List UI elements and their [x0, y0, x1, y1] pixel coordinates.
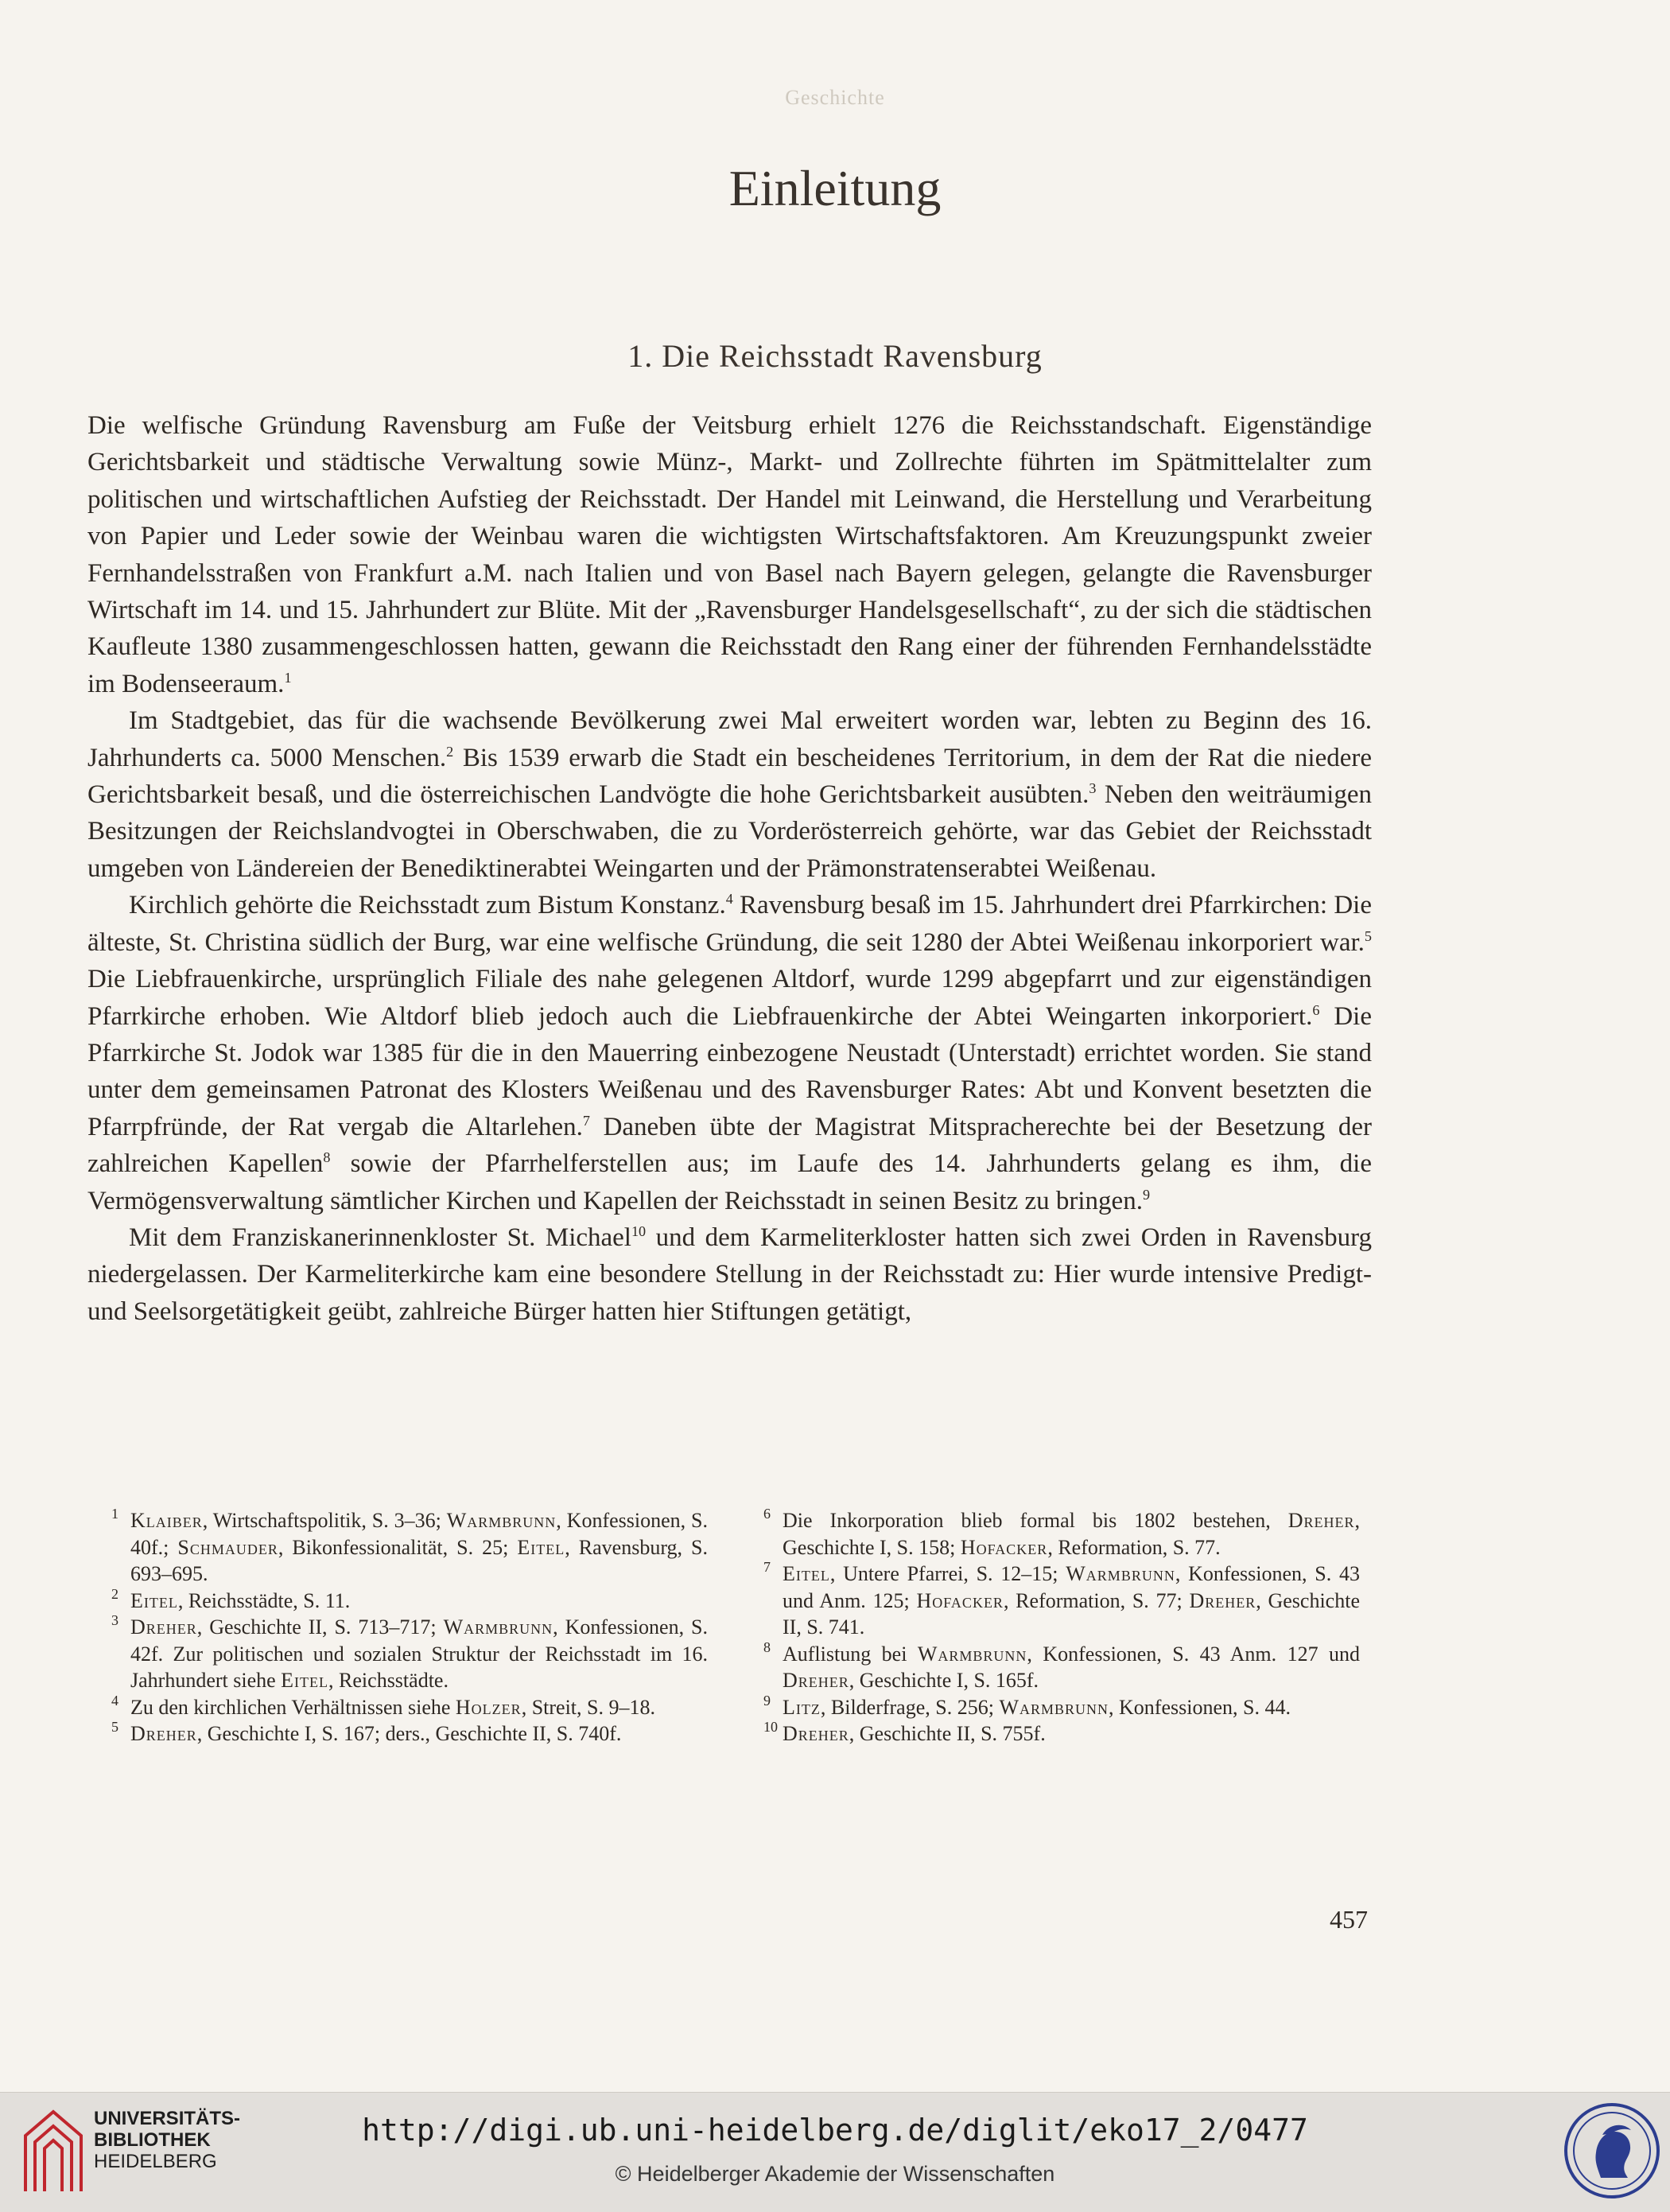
author-name: Dreher: [783, 1669, 849, 1692]
footnote-text: , Reichsstädte, S. 11.: [177, 1588, 351, 1612]
footnote-number: 6: [763, 1506, 771, 1522]
author-name: Schmauder: [177, 1535, 278, 1559]
footnotes-left-column: [111, 1507, 708, 1747]
footnote-number: 7: [763, 1559, 771, 1575]
author-name: Klaiber: [130, 1509, 203, 1532]
footnote-reference[interactable]: 6: [1312, 1001, 1320, 1018]
footnote-text: , Untere Pfarrei, S. 12–15;: [829, 1562, 1066, 1585]
body-text-run: Die Pfarrkirche St. Jodok war 1385 für die in den Mauerring einbezogene Neustadt (Unterstadt) errichtet worden. Sie stand unter dem gemeinsamen Patronat des Klosters Weißenau und des Ravensburger Rates: Abt und Konvent besetzten die Pfarrpfründe, der Rat vergab die Altarlehen.: [87, 1001, 1372, 1141]
body-text-run: Mit dem Franziskanerinnenkloster St. Michael: [129, 1223, 631, 1252]
footnote-text: , Reformation, S. 77.: [1047, 1535, 1221, 1559]
footnote: [111, 1507, 708, 1588]
body-text-run: Im Stadtgebiet, das für die wachsende Bevölkerung zwei Mal erweitert worden war, lebten zu Beginn des 16. Jahrhunderts ca. 5000 Menschen.: [87, 706, 1372, 772]
footnote: [763, 1694, 1360, 1721]
library-name-line1: UNIVERSITÄTS-: [94, 2108, 241, 2129]
page-number: 457: [1330, 1905, 1368, 1934]
author-name: Dreher: [1287, 1509, 1355, 1532]
footnote-reference[interactable]: 9: [1142, 1186, 1151, 1203]
library-name-line3: HEIDELBERG: [94, 2151, 217, 2172]
footnote: [111, 1694, 708, 1721]
footnote-number: 9: [763, 1692, 771, 1709]
permalink-url[interactable]: http://digi.ub.uni-heidelberg.de/diglit/eko17_2/0477: [362, 2113, 1308, 2148]
author-name: Eitel: [783, 1562, 830, 1585]
body-text-run: Die Liebfrauenkirche, ursprünglich Filiale des nahe gelegenen Altdorf, wurde 1299 abgepfarrt und zur eigenständigen Pfarrkirche erhoben. Wie Altdorf blieb jedoch auch die Liebfrauenkirche der Abtei Weingarten inkorporiert.: [87, 965, 1372, 1031]
footnote-number: 3: [111, 1612, 118, 1628]
footnote-text: , Reformation, S. 77;: [1003, 1588, 1190, 1612]
footnote-reference[interactable]: 4: [725, 891, 733, 908]
footnote-text: Auflistung bei: [783, 1642, 918, 1666]
author-name: Eitel: [281, 1669, 329, 1692]
footnote-number: 8: [763, 1639, 771, 1655]
body-text-run: Die welfische Gründung Ravensburg am Fuße der Veitsburg erhielt 1276 die Reichsstandschaft. Eigenständige Gerichtsbarkeit und städtische Verwaltung sowie Münz-, Markt- und Zollrechte führten im Spätmittelalter zum politischen und wirtschaftlichen Aufstieg der Reichsstadt. Der Handel mit Leinwand, die Herstellung und Verarbeitung von Papier und Leder sowie der Weinbau waren die wichtigsten Wirtschaftsfaktoren. Am Kreuzungspunkt zweier Fernhandelsstraßen von Frankfurt a.M. nach Italien und von Basel nach Bayern gelegen, gelangte die Ravensburger Wirtschaft im 14. und 15. Jahrhundert zur Blüte. Mit der „Ravensburger Handelsgesellschaft“, zu der sich die städtischen Kaufleute 1380 zusammengeschlossen hatten, gewann die Reichsstadt den Rang einer der führenden Fernhandelsstädte im Bodenseeraum.: [87, 411, 1372, 698]
body-paragraph: [87, 702, 1372, 887]
footnote-reference[interactable]: 10: [631, 1223, 647, 1239]
academy-seal-icon[interactable]: [1563, 2100, 1662, 2202]
footnote-text: , Ravensburg, S. 693–695.: [130, 1535, 708, 1585]
footnote-reference[interactable]: 1: [284, 669, 292, 686]
footnote-text: Die Inkorporation blieb formal bis 1802 bestehen,: [783, 1509, 1288, 1532]
author-name: Litz: [783, 1695, 821, 1719]
body-text-run: Ravensburg besaß im 15. Jahrhundert drei Pfarrkirchen: Die älteste, St. Christina südlich der Burg, war eine welfische Gründung, die seit 1280 der Abtei Weißenau inkorporiert war.: [87, 891, 1373, 957]
footnote-reference[interactable]: 5: [1364, 927, 1372, 944]
footnote: [763, 1720, 1360, 1747]
running-head: Geschichte: [785, 86, 885, 109]
author-name: Warmbrunn: [917, 1642, 1027, 1666]
body-text: [87, 407, 1372, 1330]
footnote: [111, 1614, 708, 1694]
author-name: Eitel: [517, 1535, 565, 1559]
footnote-number: 2: [111, 1585, 118, 1602]
footnote-text: , Konfessionen, S. 42f. Zur politischen und sozialen Struktur der Reichsstadt im 16. Jahrhundert siehe: [130, 1615, 708, 1692]
footnote-text: , Geschichte II, S. 755f.: [849, 1722, 1046, 1745]
author-name: Warmbrunn: [999, 1695, 1109, 1719]
footnote-number: 5: [111, 1719, 118, 1735]
footnote-reference[interactable]: 3: [1089, 780, 1097, 797]
author-name: Hofacker: [916, 1588, 1004, 1612]
author-name: Holzer: [455, 1695, 522, 1719]
footnote-reference[interactable]: 8: [323, 1149, 331, 1166]
section-title: 1. Die Reichsstadt Ravensburg: [627, 338, 1043, 374]
body-text-run: Kirchlich gehörte die Reichsstadt zum Bistum Konstanz.: [129, 891, 726, 920]
author-name: Dreher: [783, 1722, 849, 1745]
footnote-reference[interactable]: 7: [582, 1112, 590, 1129]
body-text-run: Daneben übte der Magistrat Mitspracherechte bei der Besetzung der zahlreichen Kapellen: [87, 1112, 1372, 1179]
body-text-run: Bis 1539 erwarb die Stadt ein bescheidenes Territorium, in dem der Rat die niedere Gerichtsbarkeit besaß, und die österreichischen Landvögte die hohe Gerichtsbarkeit ausübten.: [87, 743, 1373, 810]
footnote-text: , Bikonfessionalität, S. 25;: [278, 1535, 518, 1559]
body-text-run: und dem Karmeliterkloster hatten sich zwei Orden in Ravensburg niedergelassen. Der Karmeliterkirche kam eine besondere Stellung in der Reichsstadt zu: Hier wurde intensive Predigt- und Seelsorgetätigkeit geübt, zahlreiche Bürger hatten hier Stiftungen getätigt,: [87, 1223, 1372, 1326]
author-name: Dreher: [130, 1722, 197, 1745]
body-paragraph: [87, 407, 1372, 702]
footnote-reference[interactable]: 2: [446, 743, 454, 760]
footnote-text: , Konfessionen, S. 43 Anm. 127 und: [1027, 1642, 1360, 1666]
author-name: Warmbrunn: [446, 1509, 557, 1532]
body-paragraph: [87, 887, 1372, 1219]
footnote-text: , Reichsstädte.: [328, 1669, 449, 1692]
footnote-text: , Geschichte II, S. 713–717;: [196, 1615, 444, 1639]
footnote-text: , Bilderfrage, S. 256;: [820, 1695, 1000, 1719]
chapter-title: Einleitung: [728, 160, 942, 216]
body-text-run: Neben den weiträumigen Besitzungen der Reichslandvogtei in Oberschwaben, die zu Vorderösterreich gehörte, war das Gebiet der Reichsstadt umgeben von Ländereien der Benediktinerabtei Weingarten und der Prämonstratenserabtei Weißenau.: [87, 780, 1372, 883]
footnote: [763, 1641, 1360, 1694]
footnote-text: , Konfessionen, S. 40f.;: [130, 1509, 708, 1559]
footnote-number: 1: [111, 1506, 118, 1522]
footnote-text: , Konfessionen, S. 43 und Anm. 125;: [783, 1562, 1360, 1612]
author-name: Warmbrunn: [1066, 1562, 1175, 1585]
body-paragraph: [87, 1219, 1372, 1330]
footnote-text: , Geschichte II, S. 741.: [783, 1588, 1360, 1639]
seal-head-silhouette: [1595, 2132, 1630, 2178]
footnote: [763, 1561, 1360, 1641]
footnote-text: Zu den kirchlichen Verhältnissen siehe: [130, 1695, 456, 1719]
footnote-text: , Geschichte I, S. 165f.: [849, 1669, 1039, 1692]
author-name: Warmbrunn: [443, 1615, 553, 1639]
footnote-number: 4: [111, 1692, 118, 1709]
footnote-text: , Geschichte I, S. 167; ders., Geschichte II, S. 740f.: [196, 1722, 622, 1745]
author-name: Dreher: [1189, 1588, 1256, 1612]
footnote: [111, 1585, 708, 1615]
footnote: [763, 1507, 1360, 1561]
body-text-run: sowie der Pfarrhelferstellen aus; im Laufe des 14. Jahrhunderts gelang es ihm, die Vermögensverwaltung sämtlicher Kirchen und Kapellen der Reichsstadt in seinen Besitz zu bringen.: [87, 1149, 1372, 1215]
library-name-line2: BIBLIOTHEK: [94, 2129, 211, 2151]
footnote-text: , Wirtschaftspolitik, S. 3–36;: [202, 1509, 447, 1532]
footnote-number: 10: [763, 1719, 778, 1735]
footnote: [111, 1720, 708, 1747]
author-name: Dreher: [130, 1615, 197, 1639]
footnotes-right-column: [763, 1507, 1360, 1747]
footnote-text: , Geschichte I, S. 158;: [783, 1509, 1360, 1559]
copyright-notice: © Heidelberger Akademie der Wissenschaften: [615, 2162, 1055, 2186]
footnote-text: , Konfessionen, S. 44.: [1109, 1695, 1291, 1719]
author-name: Hofacker: [960, 1535, 1048, 1559]
author-name: Eitel: [130, 1588, 178, 1612]
footnote-text: , Streit, S. 9–18.: [521, 1695, 655, 1719]
